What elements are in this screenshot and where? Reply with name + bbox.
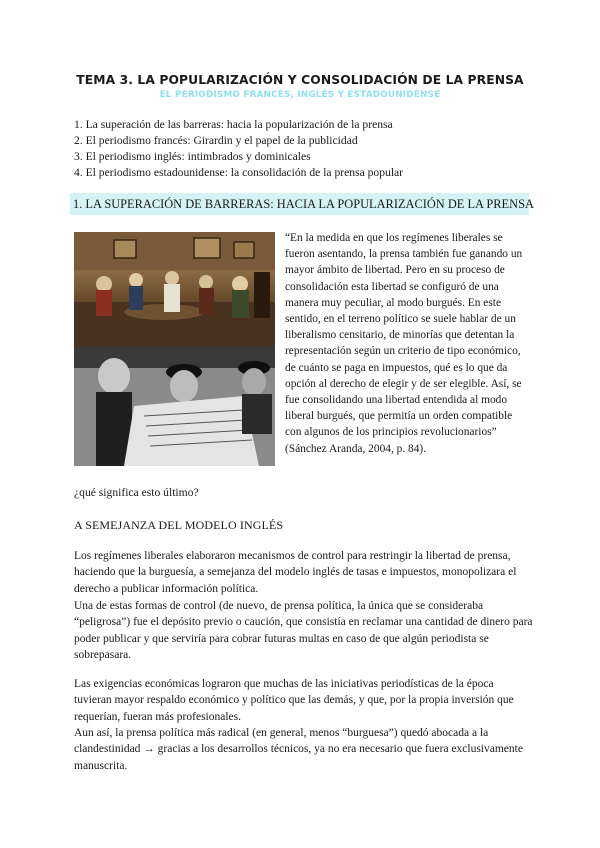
toc-item: 2. El periodismo francés: Girardin y el papel de la publicidad xyxy=(74,134,358,147)
toc-item: 3. El periodismo inglés: intimbrados y dominicales xyxy=(74,150,311,163)
newspaper-readers-photo-drawing xyxy=(74,346,275,466)
coffeehouse-illustration xyxy=(74,232,275,346)
section-heading: 1. LA SUPERACIÓN DE BARRERAS: HACIA LA POPULARIZACIÓN DE LA PRENSA xyxy=(70,193,529,215)
newspaper-readers-photo xyxy=(74,346,275,466)
toc-item: 1. La superación de las barreras: hacia la popularización de la prensa xyxy=(74,118,393,131)
toc-item: 4. El periodismo estadounidense: la consolidación de la prensa popular xyxy=(74,166,404,179)
paragraph: Los regímenes liberales elaboraron mecanismos de control para restringir la libertad de prensa, haciendo que la burguesía, a semejanza del modelo inglés de tasas e impuestos, monopolizara el derecho a publicar información política. xyxy=(74,550,517,595)
paragraph: Una de estas formas de control (de nuevo, de prensa política, la única que se consideraba “peligrosa”) fue el depósito previo o caución, que consistía en reclamar una cantidad de dinero para poder publicar y que serviría para cobrar futuras multas en caso de que algún periodista se sobrepasara. xyxy=(74,600,533,662)
subsection-heading: A SEMEJANZA DEL MODELO INGLÉS xyxy=(74,518,284,532)
coffeehouse-illustration-drawing xyxy=(74,232,275,346)
question-text: ¿qué significa esto último? xyxy=(74,486,199,499)
document-title: TEMA 3. LA POPULARIZACIÓN Y CONSOLIDACIÓN DE LA PRENSA xyxy=(76,73,524,87)
paragraph: Aun así, la prensa política más radical (en general, menos “burguesa”) quedó abocada a la clandestinidad → gracias a los desarrollos técnicos, ya no era necesario que fuera exclusivamente manuscrita. xyxy=(74,727,523,772)
historical-quote: “En la medida en que los regímenes liberales se fueron asentando, la prensa también fue ganando un mayor ámbito de libertad. Pero en su proceso de consolidación esta libertad se configuró de una manera muy peculiar, al modo burgués. En este sentido, en el terreno político se suele hablar de un liberalismo censitario, de minorías que detentan la representación según un criterio de tipo económico, de cuánto se paga en impuestos, qué es lo que da opción al derecho de elegir y de ser elegible. Así, se fue consolidando una libertad entendida al modo liberal burgués, que permitía un orden compatible con algunos de los principios revolucionarios” (Sánchez Aranda, 2004, p. 84). xyxy=(285,232,523,455)
table-of-contents xyxy=(74,117,403,181)
document-subtitle: EL PERIODISMO FRANCÉS, INGLÉS Y ESTADOUNIDENSE xyxy=(159,90,441,100)
paragraph: Las exigencias económicas lograron que muchas de las iniciativas periodísticas de la época tuvieran mayor respaldo económico y político que las demás, y que, por la propia inversión que requerían, fueran más profesionales. xyxy=(74,678,514,723)
